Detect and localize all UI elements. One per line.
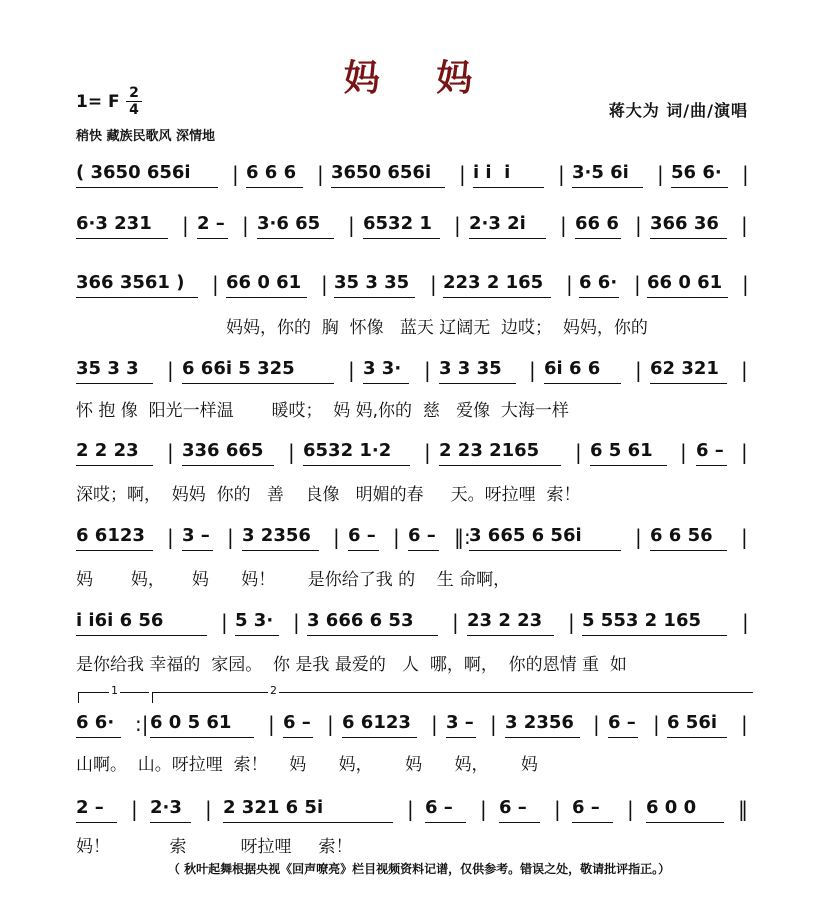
note-group: 6532 1 xyxy=(363,213,432,234)
barline: | xyxy=(575,440,582,464)
beam-line xyxy=(76,238,168,239)
note-group: 6 6 56 xyxy=(650,525,713,546)
beam-line xyxy=(182,465,274,466)
lyric-text: 怀 抱 像 阳光一样温 暖哎； 妈 妈,你的 慈 爱像 大海一样 xyxy=(76,401,569,421)
beam-line xyxy=(331,187,445,188)
beam-line xyxy=(182,550,213,551)
barline: | xyxy=(167,440,174,464)
barline: | xyxy=(653,712,660,736)
notation-row xyxy=(76,712,766,746)
barline: | xyxy=(558,162,565,186)
lyric-text: 妈 妈， 妈 妈！ 是你给了我 的 生 命啊， xyxy=(76,570,511,590)
note-group: 6 6· xyxy=(579,272,618,293)
tempo-marking: 稍快 藏族民歌风 深情地 xyxy=(76,129,216,144)
barline: | xyxy=(430,272,437,296)
barline: | xyxy=(221,610,228,634)
time-top: 2 xyxy=(129,85,139,101)
beam-line xyxy=(408,550,439,551)
barline: | xyxy=(348,358,355,382)
beam-line xyxy=(226,297,307,298)
beam-line xyxy=(363,238,440,239)
note-group: 6 – xyxy=(425,797,453,818)
barline: | xyxy=(741,358,748,382)
lyric-row xyxy=(76,565,766,591)
note-group: 6 5 61 xyxy=(590,440,653,461)
note-group: 3 3 35 xyxy=(439,358,502,379)
beam-line xyxy=(223,822,393,823)
key-signature: 1= F xyxy=(76,92,120,112)
lyric-row xyxy=(76,750,766,776)
beam-line xyxy=(150,822,191,823)
note-group: 6·3 231 xyxy=(76,213,152,234)
note-group: 3 – xyxy=(182,525,210,546)
note-group: 5 553 2 165 xyxy=(582,610,701,631)
beam-line xyxy=(182,383,334,384)
page-title: 妈 妈 xyxy=(343,57,495,99)
barline: | xyxy=(424,440,431,464)
note-group: 6 – xyxy=(608,712,636,733)
beam-line xyxy=(76,297,198,298)
barline: | xyxy=(635,213,642,237)
beam-line xyxy=(579,297,619,298)
barline: | xyxy=(452,610,459,634)
beam-line xyxy=(650,550,727,551)
beam-line xyxy=(342,737,417,738)
beam-line xyxy=(76,465,153,466)
beam-line xyxy=(696,465,727,466)
barline: | xyxy=(167,525,174,549)
barline: | xyxy=(182,213,189,237)
barline: | xyxy=(317,162,324,186)
note-group: 35 3 35 xyxy=(334,272,410,293)
beam-line xyxy=(582,635,727,636)
barline: | xyxy=(490,712,497,736)
lyric-text: 山啊。 山。呀拉哩 索！ 妈 妈， 妈 妈， 妈 xyxy=(76,755,538,775)
beam-line xyxy=(650,383,727,384)
note-group: 223 2 165 xyxy=(443,272,544,293)
beam-line xyxy=(446,737,476,738)
barline: | xyxy=(348,213,355,237)
barline: | xyxy=(293,610,300,634)
beam-line xyxy=(257,238,334,239)
lyric-row xyxy=(76,396,766,422)
barline: | xyxy=(459,162,466,186)
note-group: 3 665 6 56i xyxy=(469,525,582,546)
barline: | xyxy=(227,525,234,549)
note-group: 2 – xyxy=(197,213,225,234)
barline: | xyxy=(242,213,249,237)
note-group: 23 2 23 xyxy=(467,610,543,631)
note-group: 56 6· xyxy=(671,162,722,183)
barline: | xyxy=(657,162,664,186)
note-group: 3 3· xyxy=(363,358,402,379)
barline: | xyxy=(741,440,748,464)
barline: | xyxy=(407,797,414,821)
beam-line xyxy=(647,297,728,298)
lyric-text: 妈！ 索 呀拉哩 索！ xyxy=(76,837,353,857)
barline: ‖: xyxy=(454,525,471,549)
notation-row xyxy=(76,797,766,831)
notation-row xyxy=(76,525,766,559)
time-bottom: 4 xyxy=(129,102,139,118)
lyric-text: 深哎；啊， 妈妈 你的 善 良像 明媚的春 天。呀拉哩 索！ xyxy=(76,485,581,505)
barline: | xyxy=(205,797,212,821)
volta-second xyxy=(152,684,753,703)
barline: | xyxy=(431,712,438,736)
beam-line xyxy=(76,550,153,551)
volta-first-label: 1 xyxy=(111,684,118,697)
beam-line xyxy=(150,737,254,738)
barline: | xyxy=(321,272,328,296)
beam-line xyxy=(443,297,551,298)
note-group: 5 3· xyxy=(235,610,274,631)
barline: | xyxy=(741,213,748,237)
note-group: i i i xyxy=(473,162,511,183)
note-group: 6 – xyxy=(348,525,376,546)
beam-line xyxy=(544,383,621,384)
beam-line xyxy=(499,822,540,823)
beam-line xyxy=(467,635,554,636)
beam-line xyxy=(425,822,466,823)
beam-line xyxy=(505,737,580,738)
footnote: （ 秋叶起舞根据央视《回声嘹亮》栏目视频资料记谱，仅供参考。错误之处，敬请批评指正。） xyxy=(167,862,671,876)
note-group: 6 – xyxy=(283,712,311,733)
barline: | xyxy=(635,358,642,382)
beam-line xyxy=(307,635,438,636)
note-group: 3 666 6 53 xyxy=(307,610,414,631)
beam-line xyxy=(469,238,546,239)
barline: | xyxy=(560,213,567,237)
beam-line xyxy=(334,297,415,298)
beam-line xyxy=(348,550,379,551)
beam-line xyxy=(76,383,153,384)
note-group: 35 3 3 xyxy=(76,358,139,379)
note-group: 66 0 61 xyxy=(226,272,302,293)
barline: :| xyxy=(135,712,149,736)
note-group: 6 – xyxy=(572,797,600,818)
barline: | xyxy=(554,797,561,821)
note-group: 6 56i xyxy=(667,712,718,733)
barline: | xyxy=(741,525,748,549)
note-group: 6 6123 xyxy=(76,525,145,546)
barline: | xyxy=(593,712,600,736)
note-group: 3650 656i xyxy=(331,162,432,183)
note-group: 6 6123 xyxy=(342,712,411,733)
lyric-row xyxy=(76,650,766,676)
note-group: 6i 6 6 xyxy=(544,358,601,379)
barline: | xyxy=(529,358,536,382)
notation-row xyxy=(76,162,766,196)
beam-line xyxy=(76,635,207,636)
barline: | xyxy=(742,162,749,186)
beam-line xyxy=(235,635,279,636)
lyric-row xyxy=(76,832,766,858)
notation-row xyxy=(76,272,766,306)
note-group: 366 3561 ) xyxy=(76,272,185,293)
beam-line xyxy=(363,383,409,384)
note-group: 3·5 6i xyxy=(572,162,629,183)
note-group: 6 6 6 xyxy=(246,162,297,183)
barline: | xyxy=(634,272,641,296)
barline: | xyxy=(742,610,749,634)
note-group: 62 321 xyxy=(650,358,719,379)
beam-line xyxy=(439,465,561,466)
barline: | xyxy=(741,712,748,736)
barline: | xyxy=(424,358,431,382)
beam-line xyxy=(590,465,667,466)
beam-line xyxy=(283,737,313,738)
note-group: 6 – xyxy=(696,440,724,461)
beam-line xyxy=(572,187,643,188)
beam-line xyxy=(575,238,621,239)
note-group: 336 665 xyxy=(182,440,264,461)
beam-line xyxy=(76,187,218,188)
beam-line xyxy=(197,238,228,239)
barline: | xyxy=(742,272,749,296)
notation-row xyxy=(76,610,766,644)
beam-line xyxy=(473,187,544,188)
beam-line xyxy=(667,737,727,738)
beam-line xyxy=(572,822,613,823)
note-group: 3 2356 xyxy=(242,525,311,546)
note-group: 66 0 61 xyxy=(647,272,723,293)
note-group: 2·3 2i xyxy=(469,213,526,234)
beam-line xyxy=(76,822,117,823)
note-group: 366 36 xyxy=(650,213,719,234)
barline: | xyxy=(680,440,687,464)
barline: | xyxy=(566,272,573,296)
note-group: 3 2356 xyxy=(505,712,574,733)
note-group: 2 23 2165 xyxy=(439,440,540,461)
note-group: 6 – xyxy=(499,797,527,818)
barline: | xyxy=(480,797,487,821)
note-group: ( 3650 656i xyxy=(76,162,191,183)
note-group: 66 6 xyxy=(575,213,619,234)
barline: | xyxy=(288,440,295,464)
note-group: 3 – xyxy=(446,712,474,733)
beam-line xyxy=(303,465,410,466)
beam-line xyxy=(246,187,303,188)
notation-row xyxy=(76,440,766,474)
beam-line xyxy=(242,550,319,551)
barline: | xyxy=(327,712,334,736)
note-group: 2 321 6 5i xyxy=(223,797,324,818)
note-group: 2 – xyxy=(76,797,104,818)
barline: | xyxy=(393,525,400,549)
note-group: 6 6· xyxy=(76,712,115,733)
lyric-row xyxy=(76,480,766,506)
note-group: 6 0 0 xyxy=(646,797,697,818)
barline: | xyxy=(268,712,275,736)
barline: | xyxy=(635,525,642,549)
note-group: 6 66i 5 325 xyxy=(182,358,295,379)
note-group: i i6i 6 56 xyxy=(76,610,164,631)
beam-line xyxy=(439,383,516,384)
note-group: 6532 1·2 xyxy=(303,440,392,461)
note-group: 2 2 23 xyxy=(76,440,139,461)
barline: | xyxy=(627,797,634,821)
barline: | xyxy=(167,358,174,382)
beam-line xyxy=(650,238,727,239)
barline: ‖ xyxy=(738,797,748,821)
time-signature xyxy=(126,86,142,117)
note-group: 6 – xyxy=(408,525,436,546)
beam-line xyxy=(646,822,724,823)
lyric-row xyxy=(76,313,766,339)
barline: | xyxy=(212,272,219,296)
barline: | xyxy=(568,610,575,634)
barline: | xyxy=(131,797,138,821)
barline: | xyxy=(333,525,340,549)
volta-first xyxy=(78,684,149,703)
notation-row xyxy=(76,358,766,392)
note-group: 3·6 65 xyxy=(257,213,321,234)
note-group: 6 0 5 61 xyxy=(150,712,232,733)
credit-line: 蒋大为 词/曲/演唱 xyxy=(608,101,748,120)
barline: | xyxy=(232,162,239,186)
lyric-text: 妈妈，你的 胸 怀像 蓝天 辽阔无 边哎； 妈妈，你的 xyxy=(226,318,648,338)
note-group: 2·3 xyxy=(150,797,182,818)
volta-second-label: 2 xyxy=(270,684,277,697)
beam-line xyxy=(608,737,638,738)
notation-row xyxy=(76,213,766,247)
barline: | xyxy=(454,213,461,237)
lyric-text: 是你给我 幸福的 家园。 你 是我 最爱的 人 哪，啊， 你的恩情 重 如 xyxy=(76,655,627,675)
beam-line xyxy=(671,187,728,188)
beam-line xyxy=(469,550,621,551)
beam-line xyxy=(76,737,121,738)
